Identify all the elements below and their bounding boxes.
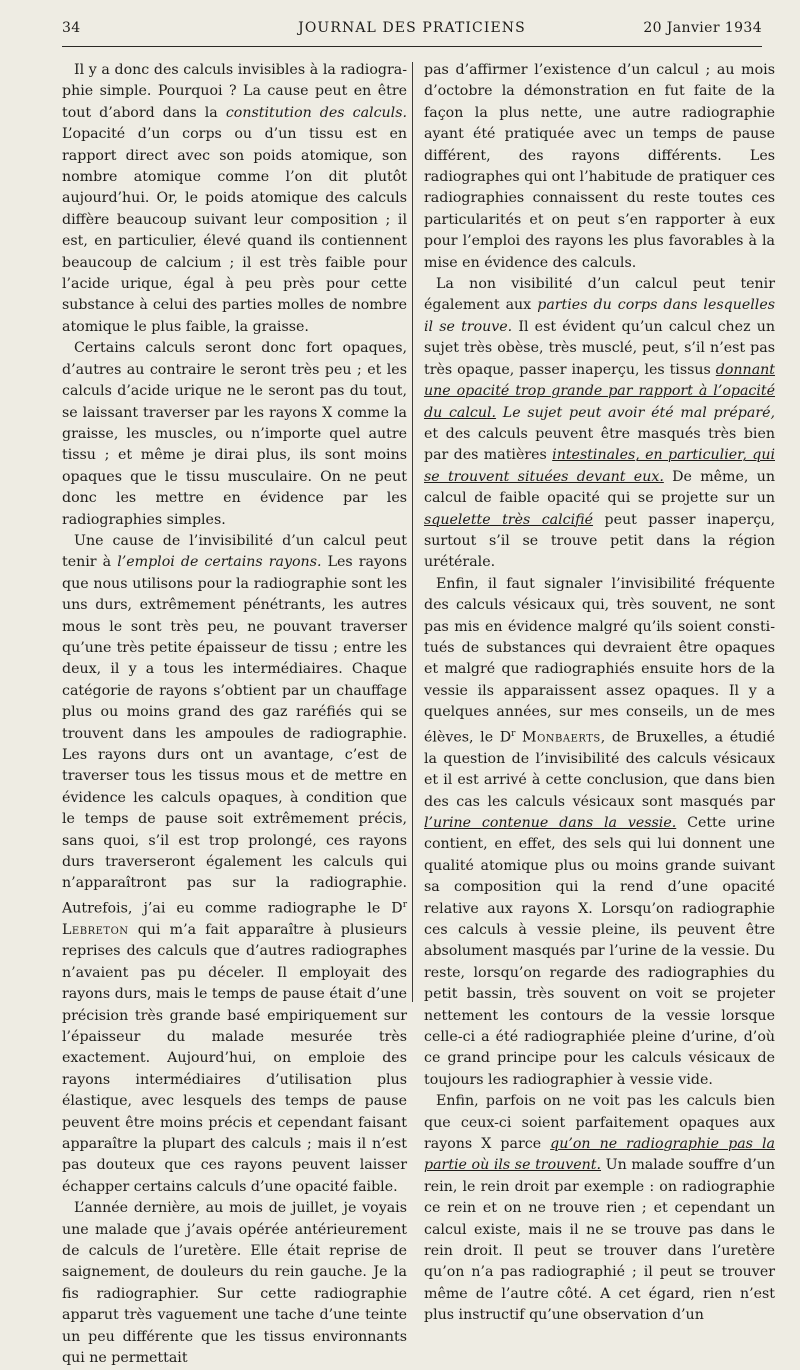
right-column [424,60,775,1327]
paragraph [424,274,775,574]
text-run: qu’on ne radiographie pas la partie où ils se trouvent. [424,1136,775,1174]
paragraph [62,338,407,531]
text-run: l’urine contenue dans la vessie. [424,814,677,831]
text-run: parties du corps dans lesquelles il se trouve. [424,297,775,335]
page-number: 34 [62,20,81,36]
text-run: , de Bruxelles, a étudié la question de l’invisibilité des calculs vésicaux et il est arrivé à cette conclusion, que dans bien des cas les calculs vésicaux sont masqués par [424,729,775,810]
paragraph [424,1091,775,1326]
text-run: Une cause de l’invisibilité d’un calcul peut tenir à [62,532,407,571]
text-run: pas d’affirmer l’existence d’un calcul ; au mois d’octobre la démonstration en fut faite de la façon la plus nette, une autre radiographie ayant été pratiquée avec un temps de pause différent, des rayons différents. Les radiographes qui ont l’habitude de pratiquer ces radiographies connaissent du reste toutes ces particularités et on peut s’en rapporter à eux pour l’emploi des rayons les plus favorables à la mise en évidence des calculs. [424,62,775,271]
text-run: Un malade souffre d’un rein, le rein droit par exemple : on radiographie ce rein et on ne trouve rien ; et cependant un calcul existe, mais il ne se trouve pas dans le rein droit. Il peut se trouver dans l’uretère qu’on n’a pas radiographié ; il peut se trouver même de l’autre côté. A cet égard, rien n’est plus instructif qu’une observation d’un [424,1157,775,1324]
text-run: Enfin, parfois on ne voit pas les calculs bien que ceux-ci soient parfaitement opaques aux rayons X parce [424,1093,775,1153]
text-run: Lebreton [62,921,129,938]
text-run: Certains calculs seront donc fort opaques, d’autres au contraire le seront très peu ; et les calculs d’acide urique ne le seront pas du tout, se laissant traverser par les rayons X comme la graisse, les muscles, ou n’importe quel autre tissu ; et même je dirai plus, ils sont moins opaques que le tissu musculaire. On ne peut donc les mettre en évidence par les radiographies simples. [62,340,407,528]
issue-date: 20 Janvier 1934 [643,20,762,36]
text-run: Il y a donc des calculs invisibles à la radiographie simple. Pourquoi ? La cause peut en être tout d’abord dans la [62,62,407,121]
text-run: intestinales, en particulier, qui se trouvent situées devant eux. [424,447,775,485]
journal-title: JOURNAL DES PRATICIENS [298,20,526,36]
text-run: et des calculs peuvent être masqués très bien par des matières [424,425,775,464]
text-run: constitution des calculs. [225,104,407,121]
text-run: qui m’a fait apparaître à plusieurs reprises des calculs que d’autres radiographes n’avaient pas pu déceler. Il employait des rayons durs, mais le temps de pause était d’une précision très grande basé empiriquement sur l’épaisseur du malade mesurée très exactement. Aujourd’hui, on emploie des rayons intermédiaires d’utilisation plus élastique, avec lesquels des temps de pause peuvent être moins précis et cependant faisant apparaître la plupart des calculs ; mais il n’est pas douteux que ces rayons peuvent laisser échapper certains calculs d’une opacité faible. [62,921,407,1195]
text-run: L’année dernière, au mois de juillet, je voyais une malade que j’avais opérée antérieurement de calculs de l’uretère. Elle était reprise de saignement, de douleurs du rein gauche. Je la fis radiographier. Sur cette radiographie apparut très vaguement une tache d’une teinte un peu différente que les tissus environnants qui ne permettait [62,1200,407,1367]
text-run: squelette très calcifié [424,511,594,528]
text-run: L’opacité d’un corps ou d’un tissu est en rapport direct avec son poids atomique, son nombre atomique comme l’on dit plutôt aujourd’hui. Or, le poids atomique des calculs diffère beaucoup suivant leur composition ; il est, en particulier, élevé quand ils contiennent beaucoup de calcium ; il est très faible pour l’acide urique, égal à peu près pour cette substance à celui des parties molles de nombre atomique le plus faible, la graisse. [62,126,407,335]
text-run: r [511,728,516,739]
left-column [62,60,407,1370]
text-run: Enfin, il faut signaler l’invisibilité fréquente des calculs vésicaux qui, très souvent, ne sont pas mis en évidence malgré qu’ils soient constitués de substances qui devraient être opaques et malgré que radiographiés ensuite hors de la vessie ils apparaissent assez opaques. Il y a quelques années, sur mes conseils, un de mes élèves, le D [424,575,775,746]
column-divider [412,62,413,1002]
text-run: donnant une opacité trop grande par rapport à l’opacité du calcul. [424,361,775,421]
paragraph [62,531,407,1198]
paragraph [424,60,775,274]
text-run: La non visibilité d’un calcul peut tenir également aux [424,276,775,314]
text-run: Cette urine contient, en effet, des sels qui lui donnent une qualité atomique plus ou moins grande suivant sa composition qui la rend d’une opacité relative aux rayons X. Lorsqu’on radiographie ces calculs à vessie pleine, ils peuvent être absolument masqués par l’urine de la vessie. Du reste, lorsqu’on regarde des radiographies du petit bassin, très souvent on voit se projeter nettement les contours de la vessie lorsque celle-ci a été radiographiée pleine d’urine, d’où ce grand principe pour les calculs vésicaux de toujours les radiographier à vessie vide. [424,814,776,1088]
paragraph [62,60,407,338]
text-run: Monbaerts [522,729,601,746]
text-run: Il est évident qu’un calcul chez un sujet très obèse, très musclé, peut, s’il n’est pas très opaque, passer inaperçu, les tissus [424,318,775,378]
running-header [62,18,762,47]
text-run: Les rayons que nous utilisons pour la radiographie sont les uns durs, extrêmement pénétrants, les autres mous le sont très peu, ne pouvant traverser qu’une très petite épaisseur de tissu ; entre les deux, il y a tous les intermédiaires. Chaque catégorie de rayons s’obtient par un chauffage plus ou moins grand des gaz raréfiés qui se trouvent dans les ampoules de radiographie. Les rayons durs ont un avantage, c’est de traverser tous les tissus mous et de mettre en évidence les calculs opaques, à condition que le temps de pause soit extrêmement précis, sans quoi, s’il est trop prolongé, ces rayons durs traverseront également les calculs qui n’apparaîtront pas sur la radiographie. Autrefois, j’ai eu comme radiographe le D [62,554,407,917]
paragraph [62,1198,407,1369]
text-run [496,405,503,421]
text-run: r [402,899,407,910]
text-run: Le sujet peut avoir été mal préparé, [502,404,776,421]
paragraph [424,574,775,1091]
text-run: De même, un calcul de faible opacité qui se projette sur un [424,468,775,507]
text-run: l’emploi de certains rayons. [117,554,322,571]
text-run: peut passer inaperçu, surtout s’il se trouve petit dans la région urétérale. [424,511,775,571]
